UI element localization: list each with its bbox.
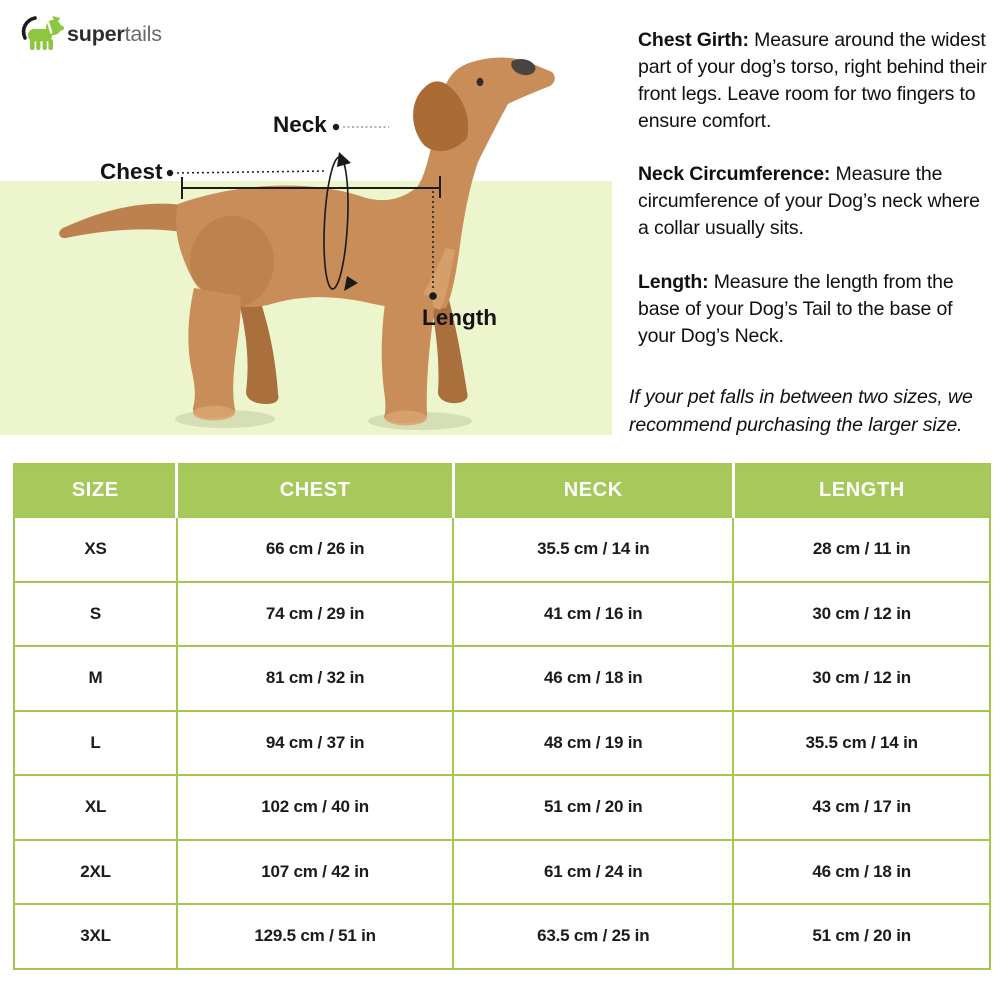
neck-circumference-instruction	[638, 161, 992, 242]
chest-girth-text: Measure around the widest part of your dog’s torso, right behind their front legs. Leave room for two fingers to ensure comfort.	[638, 29, 987, 132]
cell-length: 46 cm / 18 in	[733, 840, 990, 905]
cell-chest: 94 cm / 37 in	[177, 711, 453, 776]
column-header-neck: NECK	[453, 464, 733, 517]
cell-chest: 102 cm / 40 in	[177, 775, 453, 840]
length-text: Measure the length from the base of your Dog’s Tail to the base of your Dog’s Neck.	[638, 271, 954, 347]
cell-size: 2XL	[14, 840, 177, 905]
table-row-3xl	[14, 904, 990, 969]
length-instruction	[638, 269, 992, 350]
cell-neck: 41 cm / 16 in	[453, 582, 733, 647]
cell-size: L	[14, 711, 177, 776]
neck-circumference-text: Measure the circumference of your Dog’s neck where a collar usually sits.	[638, 163, 980, 239]
cell-size: XS	[14, 517, 177, 582]
table-row-m	[14, 646, 990, 711]
table-row-xl	[14, 775, 990, 840]
cell-neck: 35.5 cm / 14 in	[453, 517, 733, 582]
cell-length: 28 cm / 11 in	[733, 517, 990, 582]
cell-length: 43 cm / 17 in	[733, 775, 990, 840]
size-table	[13, 463, 991, 970]
table-row-xs	[14, 517, 990, 582]
cell-neck: 51 cm / 20 in	[453, 775, 733, 840]
column-header-chest: CHEST	[177, 464, 453, 517]
cell-chest: 66 cm / 26 in	[177, 517, 453, 582]
neck-label: Neck	[273, 112, 327, 137]
cell-neck: 61 cm / 24 in	[453, 840, 733, 905]
size-table-header	[14, 464, 990, 517]
logo-text-super: super	[67, 22, 125, 47]
header-row	[14, 464, 990, 517]
chest-girth-instruction	[638, 27, 992, 135]
cell-neck: 48 cm / 19 in	[453, 711, 733, 776]
cell-size: M	[14, 646, 177, 711]
column-header-size: SIZE	[14, 464, 177, 517]
cell-chest: 107 cm / 42 in	[177, 840, 453, 905]
cell-length: 30 cm / 12 in	[733, 646, 990, 711]
cell-length: 35.5 cm / 14 in	[733, 711, 990, 776]
cell-size: 3XL	[14, 904, 177, 969]
measurement-annotations	[0, 50, 620, 440]
cell-neck: 46 cm / 18 in	[453, 646, 733, 711]
cell-size: S	[14, 582, 177, 647]
cell-length: 30 cm / 12 in	[733, 582, 990, 647]
size-table-body	[14, 517, 990, 969]
cell-neck: 63.5 cm / 25 in	[453, 904, 733, 969]
table-row-2xl	[14, 840, 990, 905]
length-lead: Length:	[638, 271, 709, 293]
chest-girth-lead: Chest Girth:	[638, 29, 749, 51]
logo-wordmark	[67, 24, 162, 46]
cell-chest: 129.5 cm / 51 in	[177, 904, 453, 969]
chest-label: Chest	[100, 159, 163, 184]
cell-length: 51 cm / 20 in	[733, 904, 990, 969]
table-row-s	[14, 582, 990, 647]
logo-text-tails: tails	[124, 22, 162, 47]
between-sizes-note: If your pet falls in between two sizes, we recommend purchasing the larger size.	[629, 386, 973, 436]
column-header-length: LENGTH	[733, 464, 990, 517]
logo-dog-icon	[20, 15, 64, 55]
table-row-l	[14, 711, 990, 776]
neck-circumference-lead: Neck Circumference:	[638, 163, 831, 185]
cell-chest: 74 cm / 29 in	[177, 582, 453, 647]
cell-size: XL	[14, 775, 177, 840]
length-label: Length	[422, 305, 497, 330]
cell-chest: 81 cm / 32 in	[177, 646, 453, 711]
